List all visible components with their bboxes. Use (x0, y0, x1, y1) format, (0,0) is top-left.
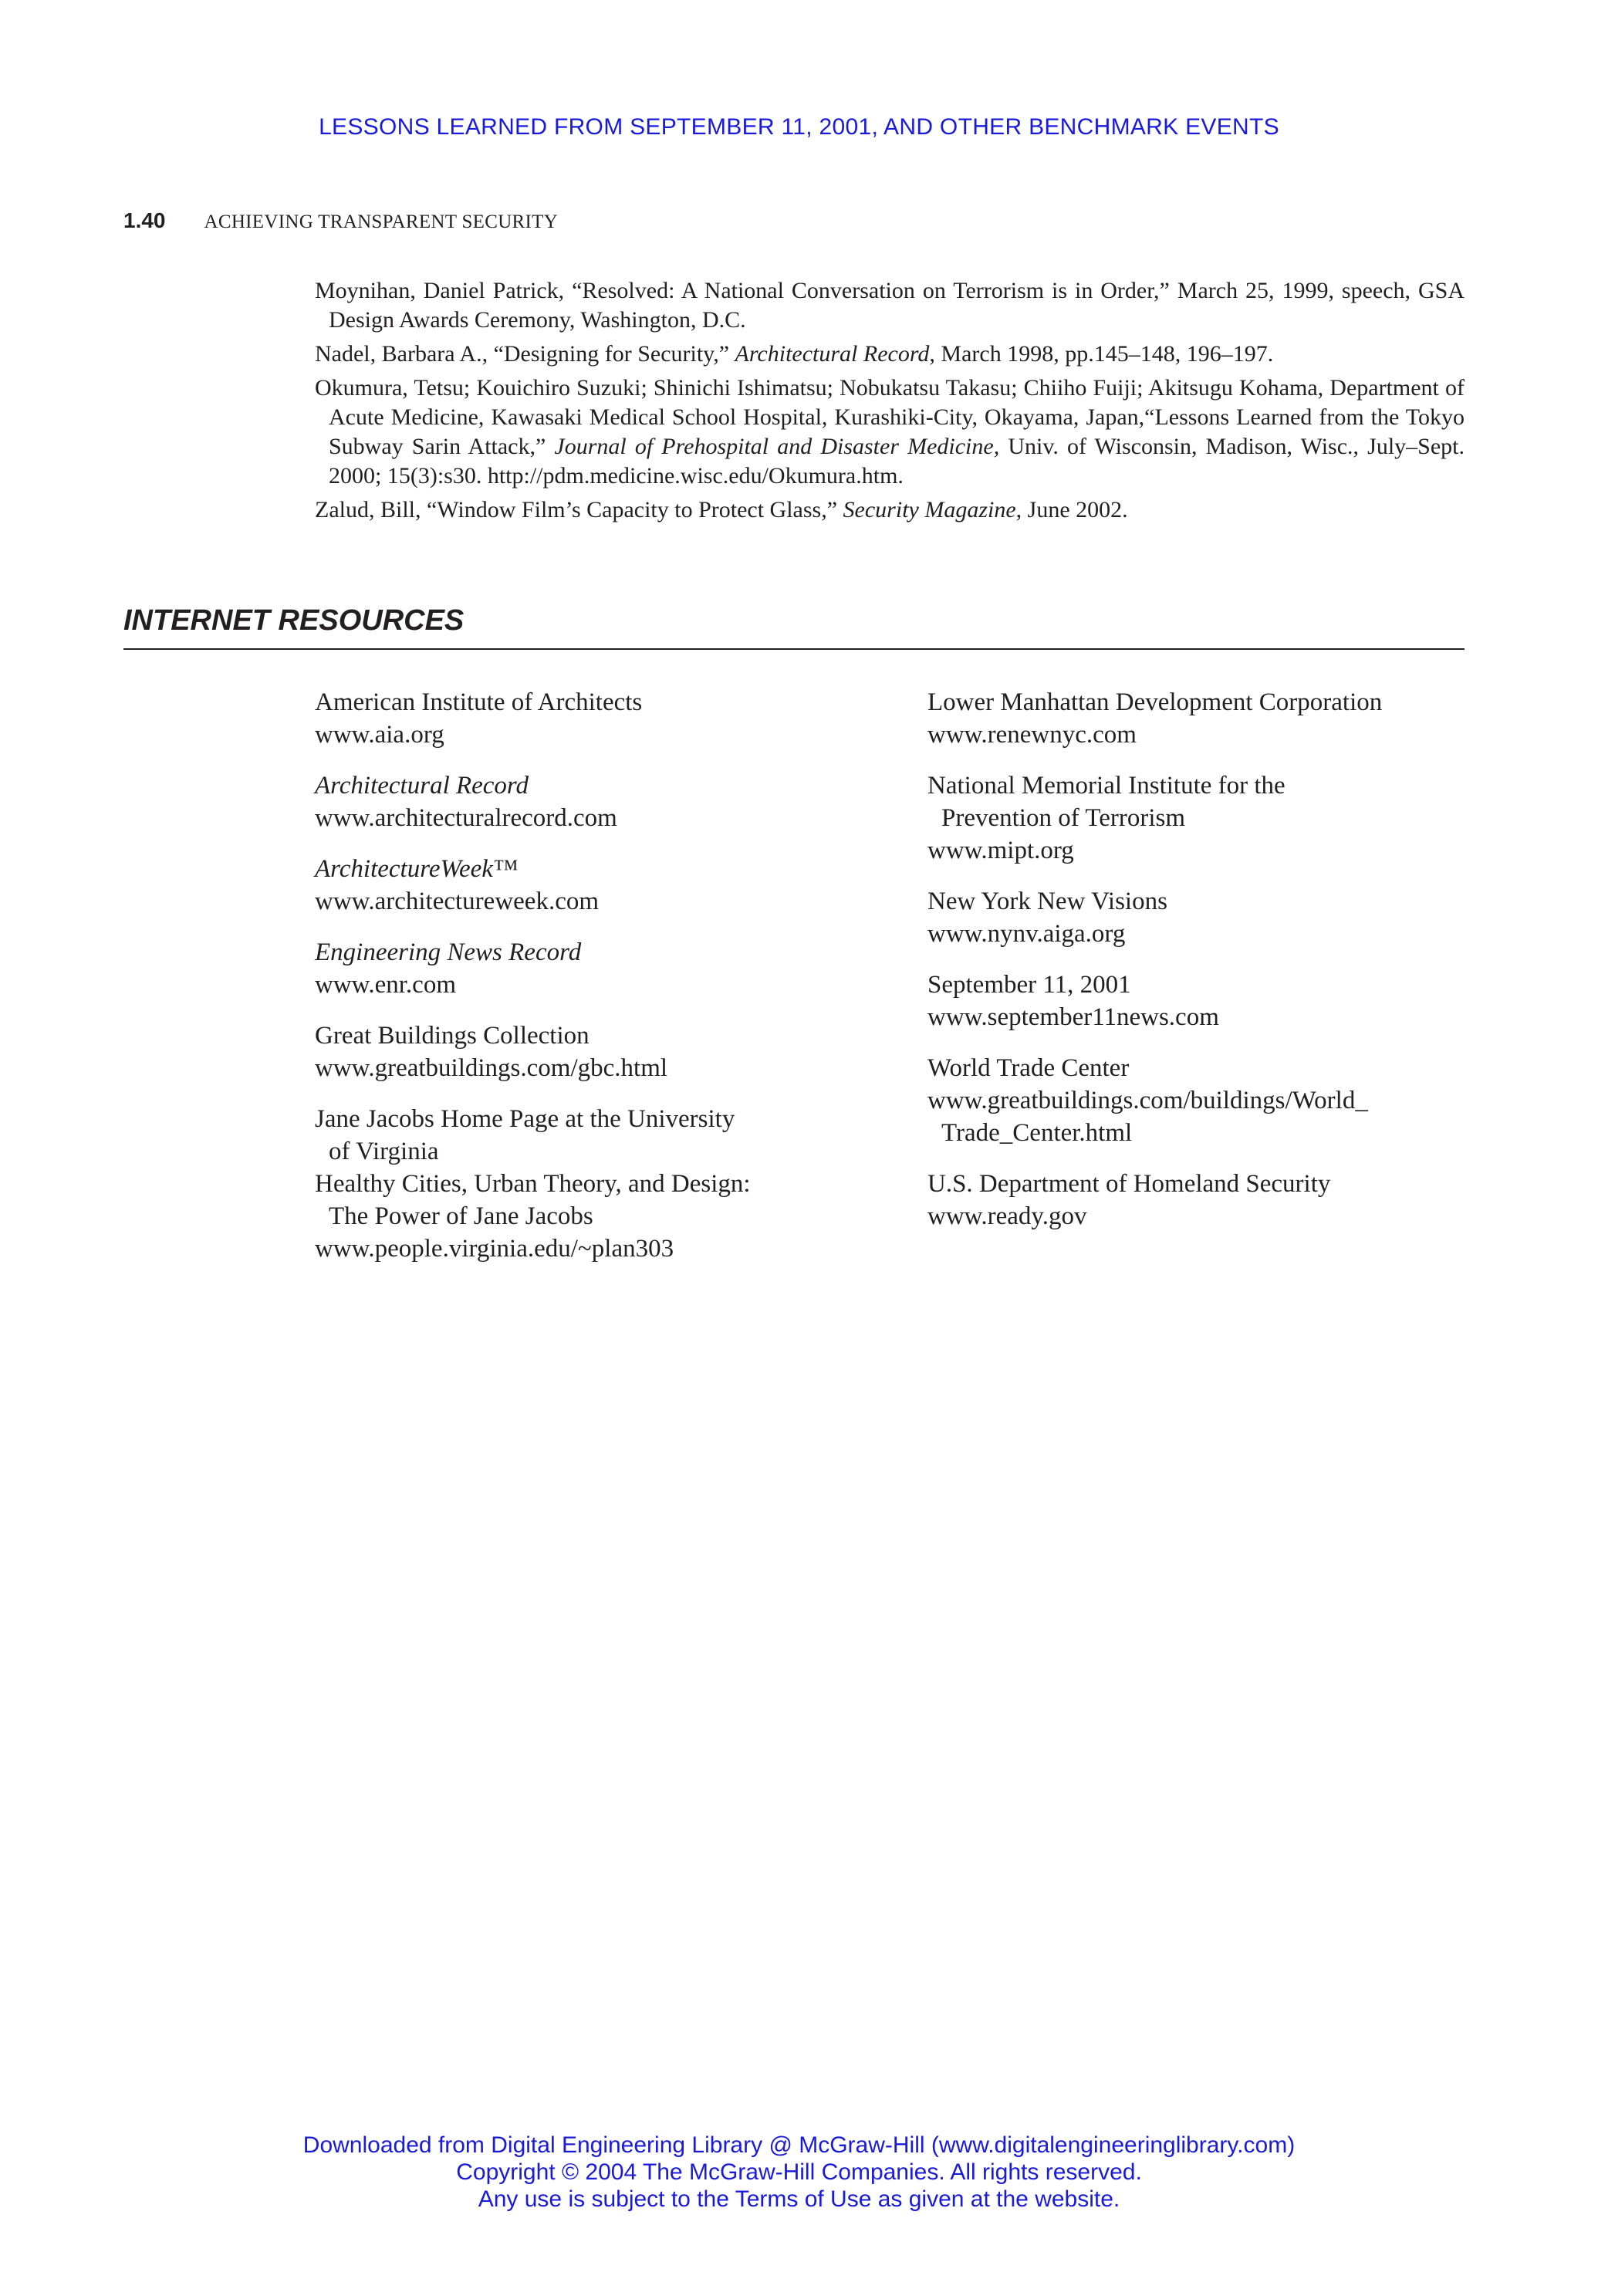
resource-entry (927, 1168, 1483, 1233)
resource-entry (315, 1020, 855, 1084)
footer-copyright-line: Copyright © 2004 The McGraw-Hill Companies. All rights reserved. (456, 2159, 1142, 2185)
resource-entry (315, 686, 855, 751)
footer-terms-line: Any use is subject to the Terms of Use as given at the website. (478, 2186, 1120, 2212)
resource-name: Trade_Center.html (941, 1119, 1133, 1147)
resource-name: U.S. Department of Homeland Security (927, 1170, 1331, 1198)
section-heading: INTERNET RESOURCES (123, 604, 465, 637)
resource-url: www.greatbuildings.com/buildings/World_ (927, 1087, 1368, 1114)
download-footer (0, 2132, 1598, 2213)
footer-download-line: Downloaded from Digital Engineering Library @ McGraw-Hill (www.digitalengineeringlibrary.com) (302, 2132, 1296, 2158)
resource-name: Architectural Record (315, 772, 529, 800)
resources-right-column (927, 686, 1483, 1251)
resource-entry (927, 885, 1483, 950)
resources-left-column (315, 686, 855, 1283)
resource-entry (927, 769, 1483, 867)
reference-entry: Zalud, Bill, “Window Film’s Capacity to Protect Glass,” Security Magazine, June 2002. (315, 497, 1128, 522)
resource-entry (315, 936, 855, 1001)
running-head (123, 208, 558, 233)
resource-url: www.nynv.aiga.org (927, 920, 1126, 948)
resource-entry (315, 1103, 855, 1265)
resource-name: Healthy Cities, Urban Theory, and Design: (315, 1170, 751, 1198)
reference-entry: Okumura, Tetsu; Kouichiro Suzuki; Shinichi Ishimatsu; Nobukatsu Takasu; Chiiho Fuiji; Akitsugu Kohama, Department of Acute Medicine, Kawasaki Medical School Hospital, Kurashiki-City, Okayama, Japan,“Lessons Learned from the Tokyo Subway Sarin Attack,” Journal of Prehospital and Disaster Medicine, Univ. of Wisconsin, Madison, Wisc., July–Sept. 2000; 15(3):s30. http://pdm.medicine.wisc.edu/Okumura.htm. (315, 375, 1465, 489)
chapter-banner: LESSONS LEARNED FROM SEPTEMBER 11, 2001, AND OTHER BENCHMARK EVENTS (319, 114, 1279, 140)
reference-entry: Nadel, Barbara A., “Designing for Security,” Architectural Record, March 1998, pp.145–148, 196–197. (315, 341, 1274, 367)
resource-url: www.people.virginia.edu/~plan303 (315, 1235, 674, 1263)
resource-url: www.mipt.org (927, 837, 1074, 864)
resource-name: Prevention of Terrorism (941, 804, 1186, 832)
resource-url: www.architecturalrecord.com (315, 804, 617, 832)
resource-name: ArchitectureWeek™ (315, 855, 519, 883)
resource-entry (927, 969, 1483, 1033)
resource-name: September 11, 2001 (927, 971, 1131, 999)
resource-entry (927, 686, 1483, 751)
resource-name: Engineering News Record (315, 938, 582, 966)
section-divider (123, 648, 1465, 650)
resource-url: www.architectureweek.com (315, 888, 600, 915)
resource-url: www.ready.gov (927, 1202, 1087, 1230)
resource-name: World Trade Center (927, 1054, 1130, 1082)
resource-url: www.enr.com (315, 971, 456, 999)
resource-url: www.september11news.com (927, 1003, 1219, 1031)
running-head-title: ACHIEVING TRANSPARENT SECURITY (204, 211, 559, 232)
resource-name: New York New Visions (927, 888, 1167, 915)
page-number: 1.40 (123, 208, 166, 232)
resource-name: Lower Manhattan Development Corporation (927, 688, 1383, 716)
resource-url: www.renewnyc.com (927, 721, 1137, 749)
resource-name: Jane Jacobs Home Page at the University (315, 1105, 735, 1133)
resource-name: of Virginia (329, 1138, 439, 1165)
resource-name: Great Buildings Collection (315, 1022, 590, 1050)
reference-entry: Moynihan, Daniel Patrick, “Resolved: A National Conversation on Terrorism is in Order,” March 25, 1999, speech, GSA Design Awards Ceremony, Washington, D.C. (315, 278, 1465, 333)
resource-url: www.greatbuildings.com/gbc.html (315, 1054, 668, 1082)
resource-entry (927, 1052, 1483, 1149)
resource-name: The Power of Jane Jacobs (329, 1202, 593, 1230)
resource-entry (315, 853, 855, 918)
resource-entry (315, 769, 855, 834)
reference-list (315, 276, 1465, 529)
resource-url: www.aia.org (315, 721, 444, 749)
resource-name: American Institute of Architects (315, 688, 643, 716)
resource-name: National Memorial Institute for the (927, 772, 1285, 800)
